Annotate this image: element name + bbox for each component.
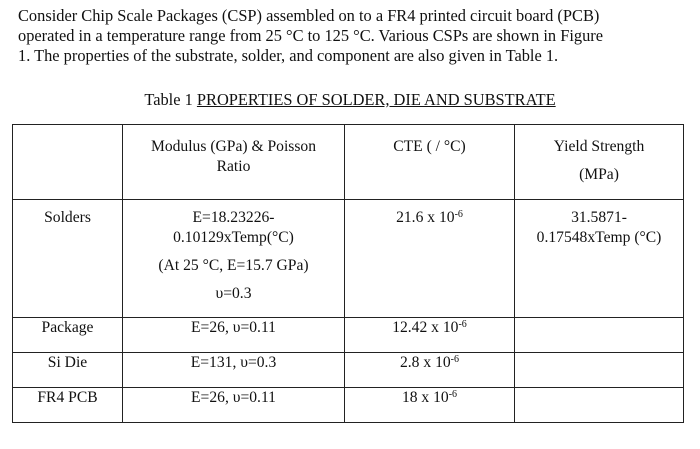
header-yield bbox=[515, 125, 684, 200]
header-yield-line-1: Yield Strength bbox=[553, 138, 645, 155]
fr4-yield-empty bbox=[515, 388, 684, 423]
header-cte-label: CTE ( / °C) bbox=[393, 138, 466, 155]
row-label: Solders bbox=[44, 209, 91, 226]
package-cte-cell bbox=[345, 318, 515, 353]
header-yield-line-2: (MPa) bbox=[579, 166, 619, 183]
solders-modulus-line-1: E=18.23226- bbox=[192, 209, 275, 226]
row-label-cell bbox=[13, 200, 123, 318]
fr4-cte-exponent: -6 bbox=[448, 389, 458, 400]
row-label: FR4 PCB bbox=[13, 388, 123, 423]
fr4-modulus: E=26, υ=0.11 bbox=[123, 388, 345, 423]
package-yield-empty bbox=[515, 318, 684, 353]
package-cte-base: 12.42 x 10 bbox=[392, 319, 459, 336]
header-empty-cell bbox=[13, 125, 123, 200]
table-header-row bbox=[13, 125, 684, 200]
solders-modulus-cell bbox=[123, 200, 345, 318]
si-die-modulus: E=131, υ=0.3 bbox=[123, 353, 345, 388]
intro-line-2: operated in a temperature range from 25 °C to 125 °C. Various CSPs are shown in Figure bbox=[18, 26, 604, 45]
table-row-si-die bbox=[13, 353, 684, 388]
si-die-cte-exponent: -6 bbox=[450, 354, 460, 365]
solders-modulus-line-2: 0.10129xTemp(°C) bbox=[173, 229, 294, 246]
caption-title: PROPERTIES OF SOLDER, DIE AND SUBSTRATE bbox=[196, 90, 556, 109]
solders-cte-base: 21.6 x 10 bbox=[396, 209, 455, 226]
intro-paragraph bbox=[18, 6, 690, 66]
table-caption bbox=[0, 90, 700, 110]
header-modulus-line-2: Ratio bbox=[216, 158, 251, 175]
package-modulus: E=26, υ=0.11 bbox=[123, 318, 345, 353]
solders-cte-exponent: -6 bbox=[454, 209, 463, 220]
fr4-cte-base: 18 x 10 bbox=[401, 389, 449, 406]
solders-poisson: υ=0.3 bbox=[215, 285, 252, 302]
solders-yield-line-2: 0.17548xTemp (°C) bbox=[536, 229, 662, 246]
package-cte-exponent: -6 bbox=[458, 319, 467, 330]
header-modulus-line-1: Modulus (GPa) & Poisson bbox=[150, 138, 317, 155]
table-row-fr4-pcb bbox=[13, 388, 684, 423]
solders-cte-cell bbox=[345, 200, 515, 318]
solders-yield-cell bbox=[515, 200, 684, 318]
caption-prefix: Table 1 bbox=[144, 90, 197, 109]
properties-table bbox=[12, 124, 684, 423]
table-row-solders bbox=[13, 200, 684, 318]
row-label: Si Die bbox=[13, 353, 123, 388]
intro-line-3: 1. The properties of the substrate, solder, and component are also given in Table 1. bbox=[18, 46, 559, 65]
row-label: Package bbox=[13, 318, 123, 353]
header-cte bbox=[345, 125, 515, 200]
si-die-cte-cell bbox=[345, 353, 515, 388]
solders-yield-line-1: 31.5871- bbox=[571, 209, 627, 226]
si-die-yield-empty bbox=[515, 353, 684, 388]
si-die-cte-base: 2.8 x 10 bbox=[399, 354, 451, 371]
fr4-cte-cell bbox=[345, 388, 515, 423]
intro-line-1: Consider Chip Scale Packages (CSP) assembled on to a FR4 printed circuit board (PCB) bbox=[18, 6, 600, 25]
header-modulus bbox=[123, 125, 345, 200]
solders-modulus-note: (At 25 °C, E=15.7 GPa) bbox=[158, 257, 309, 274]
table-row-package bbox=[13, 318, 684, 353]
